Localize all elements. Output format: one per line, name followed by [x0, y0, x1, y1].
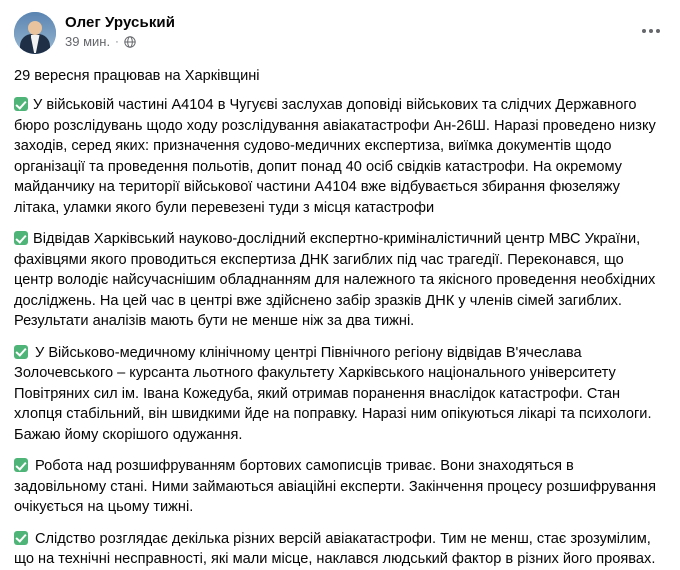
post-header [0, 0, 680, 58]
globe-icon[interactable] [124, 36, 136, 48]
post-paragraph [14, 229, 666, 332]
post-paragraph-text: Слідство розглядає декілька різних версій авіакатастрофи. Тим не менш, стає зрозумілим, що на технічні несправності, які мали місце, наклався людський фактор в різних його проявах. [14, 530, 656, 567]
ellipsis-dot [649, 29, 653, 33]
author-name[interactable]: Олег Уруський [65, 14, 176, 31]
post-paragraph-text: Відвідав Харківський науково-дослідний експертно-криміналістичний центр МВС України, фахівцями якого проводиться експертиза ДНК загиблих під час трагедії. Переконався, що центр володіє найсучаснішим обладнанням для належного та якісного проведення необхідних досліджень. На цей час в центрі вже здійснено забір зразків ДНК у членів сімей загиблих. Результати аналізів мають бути не менше ніж за два тижні. [14, 231, 656, 329]
post-paragraph-text: У військовій частині А4104 в Чугуєві заслухав доповіді військових та слідчих Державного бюро розслідувань щодо ходу розслідування авіакатастрофи Ан-26Ш. Наразі проведено низку заходів, серед яких: призначення судово-медичних експертиза, виїмка документів щодо організації та проведення польотів, допит понад 40 осіб свідків катастрофи. На окремому майданчику на території військової частини А4104 вже відбувається збирання фюзеляжу літака, уламки якого були перевезені туди з місця катастрофи [14, 97, 656, 216]
check-icon [14, 345, 28, 359]
post-paragraph [14, 456, 666, 518]
avatar[interactable] [14, 12, 56, 54]
check-icon [14, 231, 28, 245]
ellipsis-dot [642, 29, 646, 33]
check-icon [14, 97, 28, 111]
post-timestamp[interactable]: 39 мин. [65, 34, 111, 49]
check-icon [14, 458, 28, 472]
post-paragraph [14, 95, 666, 218]
avatar-head [28, 21, 42, 35]
post-paragraph [14, 529, 666, 570]
post-paragraph [14, 343, 666, 446]
ellipsis-dot [656, 29, 660, 33]
post-meta [65, 34, 175, 50]
post-body [0, 58, 680, 570]
post-intro: 29 вересня працював на Харківщині [14, 68, 260, 84]
ellipsis-icon[interactable] [636, 20, 666, 42]
post-paragraph-text: У Військово-медичному клінічному центрі Північного регіону відвідав В'ячеслава Золочевського – курсанта льотного факультету Харківського національного університету Повітряних сил ім. Івана Кожедуба, який отримав поранення внаслідок катастрофи. Стан хлопця стабільний, він швидкими йде на поправку. Наразі ним опікуються лікарі та психологи. Бажаю йому скорішого одужання. [14, 344, 652, 443]
check-icon [14, 531, 28, 545]
post-paragraph-text: Робота над розшифруванням бортових самописців триває. Вони знаходяться в задовільному стані. Ними займаються авіаційні експерти. Закінчення процесу розшифрування очікується на цьому тижні. [14, 458, 656, 515]
post-header-text [65, 12, 175, 50]
meta-separator: · [115, 36, 119, 48]
